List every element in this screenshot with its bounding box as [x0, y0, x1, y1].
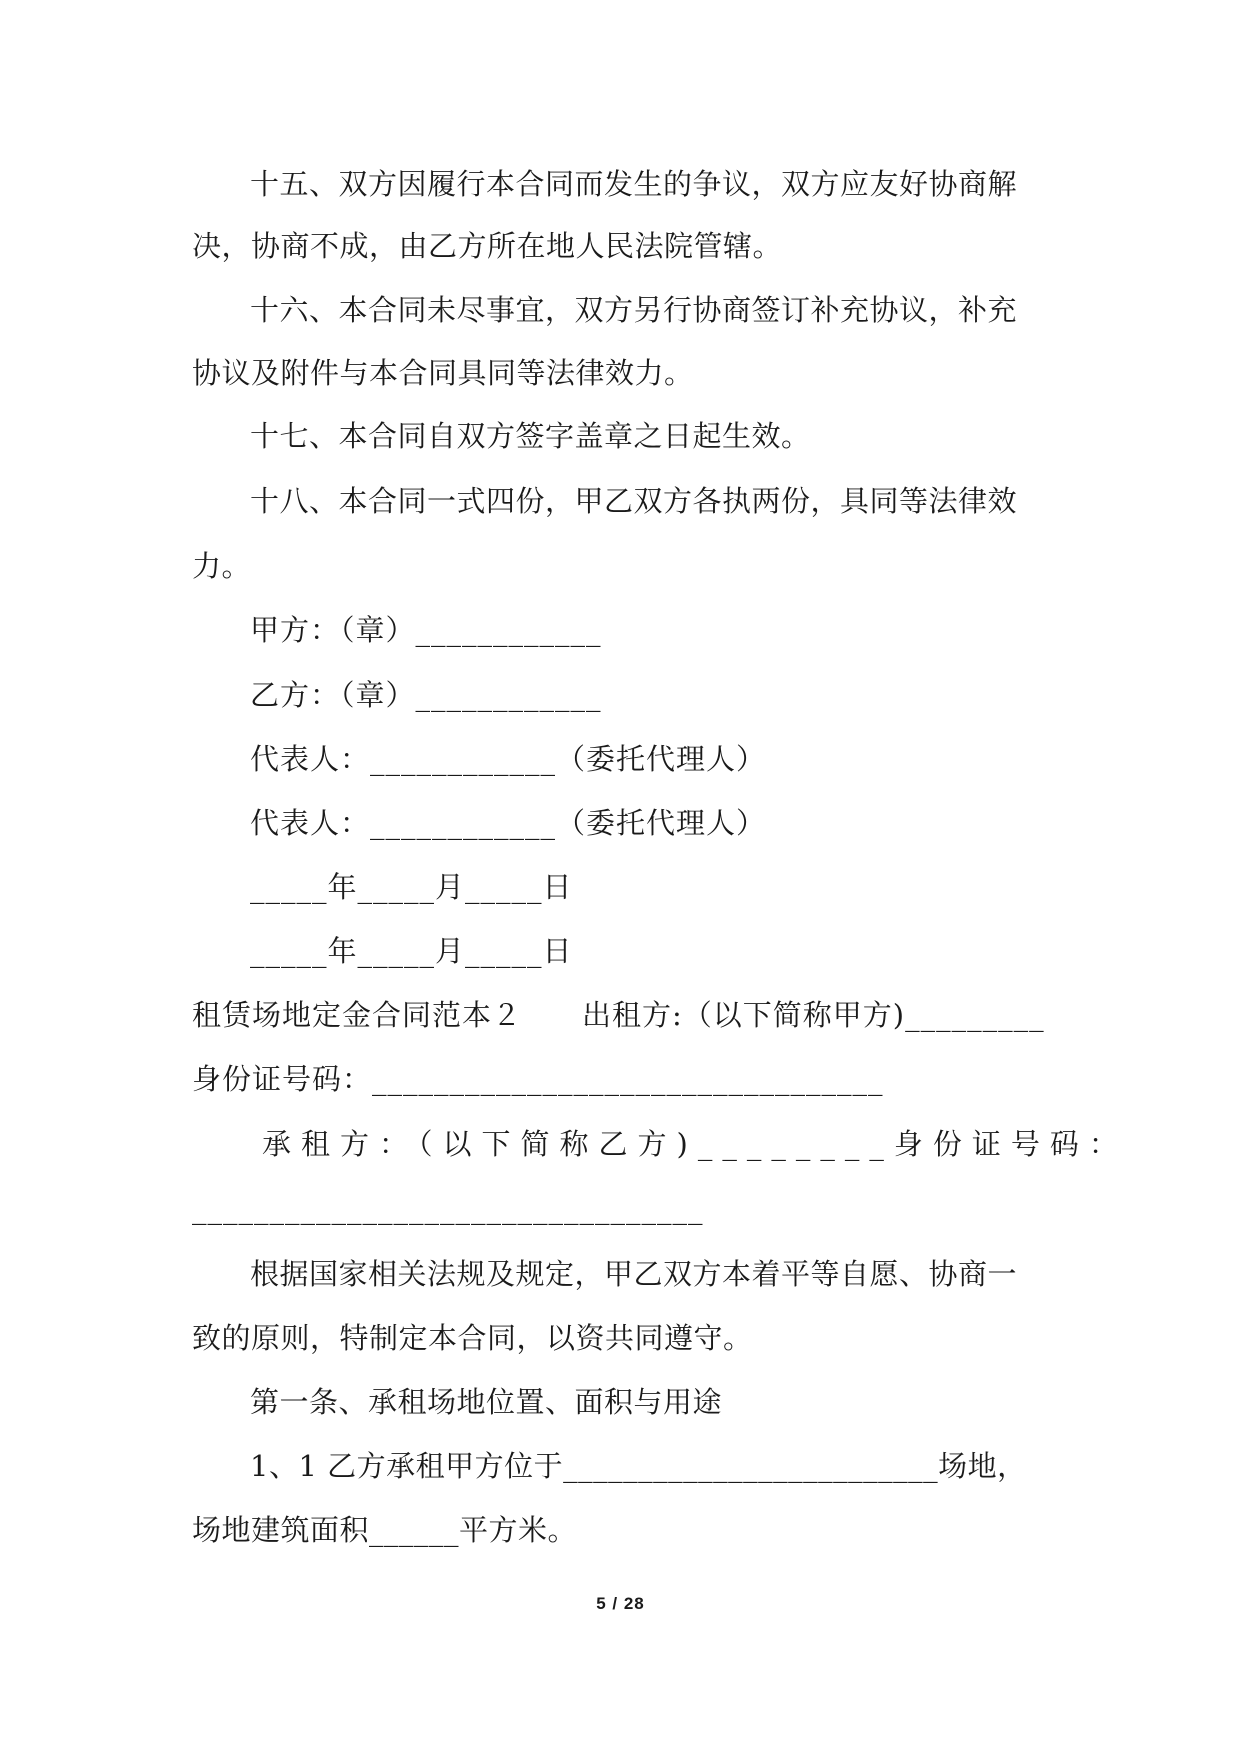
clause-15-line-2: 决，协商不成，由乙方所在地人民法院管辖。 — [192, 229, 783, 263]
lessor-id-number: 身份证号码：_________________________________ — [192, 1062, 884, 1096]
representative-1: 代表人：____________（委托代理人） — [250, 742, 767, 776]
contract-title-lessor: 租赁场地定金合同范本２ 出租方:（以下简称甲方)_________ — [192, 998, 1045, 1032]
preamble-line-1: 根据国家相关法规及规定，甲乙双方本着平等自愿、协商一 — [250, 1257, 1018, 1291]
date-line-2: _____年_____月_____日 — [250, 934, 573, 968]
date-line-1: _____年_____月_____日 — [250, 870, 573, 904]
party-a-seal: 甲方：（章）____________ — [250, 613, 602, 647]
representative-2: 代表人：____________（委托代理人） — [250, 806, 767, 840]
article-1-heading: 第一条、承租场地位置、面积与用途 — [250, 1385, 723, 1419]
lessee-id-blank: _________________________________ — [192, 1191, 704, 1225]
lessee-line: 承租方：（以下简称乙方)________身份证号码： — [262, 1127, 1128, 1161]
clause-16-line-1: 十六、本合同未尽事宜，双方另行协商签订补充协议，补充 — [250, 293, 1018, 327]
article-1-1-line-1: 1、1 乙方承租甲方位于_________________________场地， — [250, 1449, 1027, 1483]
clause-15-line-1: 十五、双方因履行本合同而发生的争议，双方应友好协商解 — [250, 167, 1018, 201]
clause-16-line-2: 协议及附件与本合同具同等法律效力。 — [192, 356, 694, 390]
article-1-1-line-2: 场地建筑面积______平方米。 — [192, 1513, 578, 1547]
clause-17: 十七、本合同自双方签字盖章之日起生效。 — [250, 419, 811, 453]
clause-18-line-1: 十八、本合同一式四份，甲乙双方各执两份，具同等法律效 — [250, 484, 1018, 518]
party-b-seal: 乙方：（章）____________ — [250, 678, 602, 712]
preamble-line-2: 致的原则，特制定本合同，以资共同遵守。 — [192, 1321, 753, 1355]
page-number: 5 / 28 — [596, 1594, 645, 1613]
clause-18-line-2: 力。 — [192, 549, 252, 583]
